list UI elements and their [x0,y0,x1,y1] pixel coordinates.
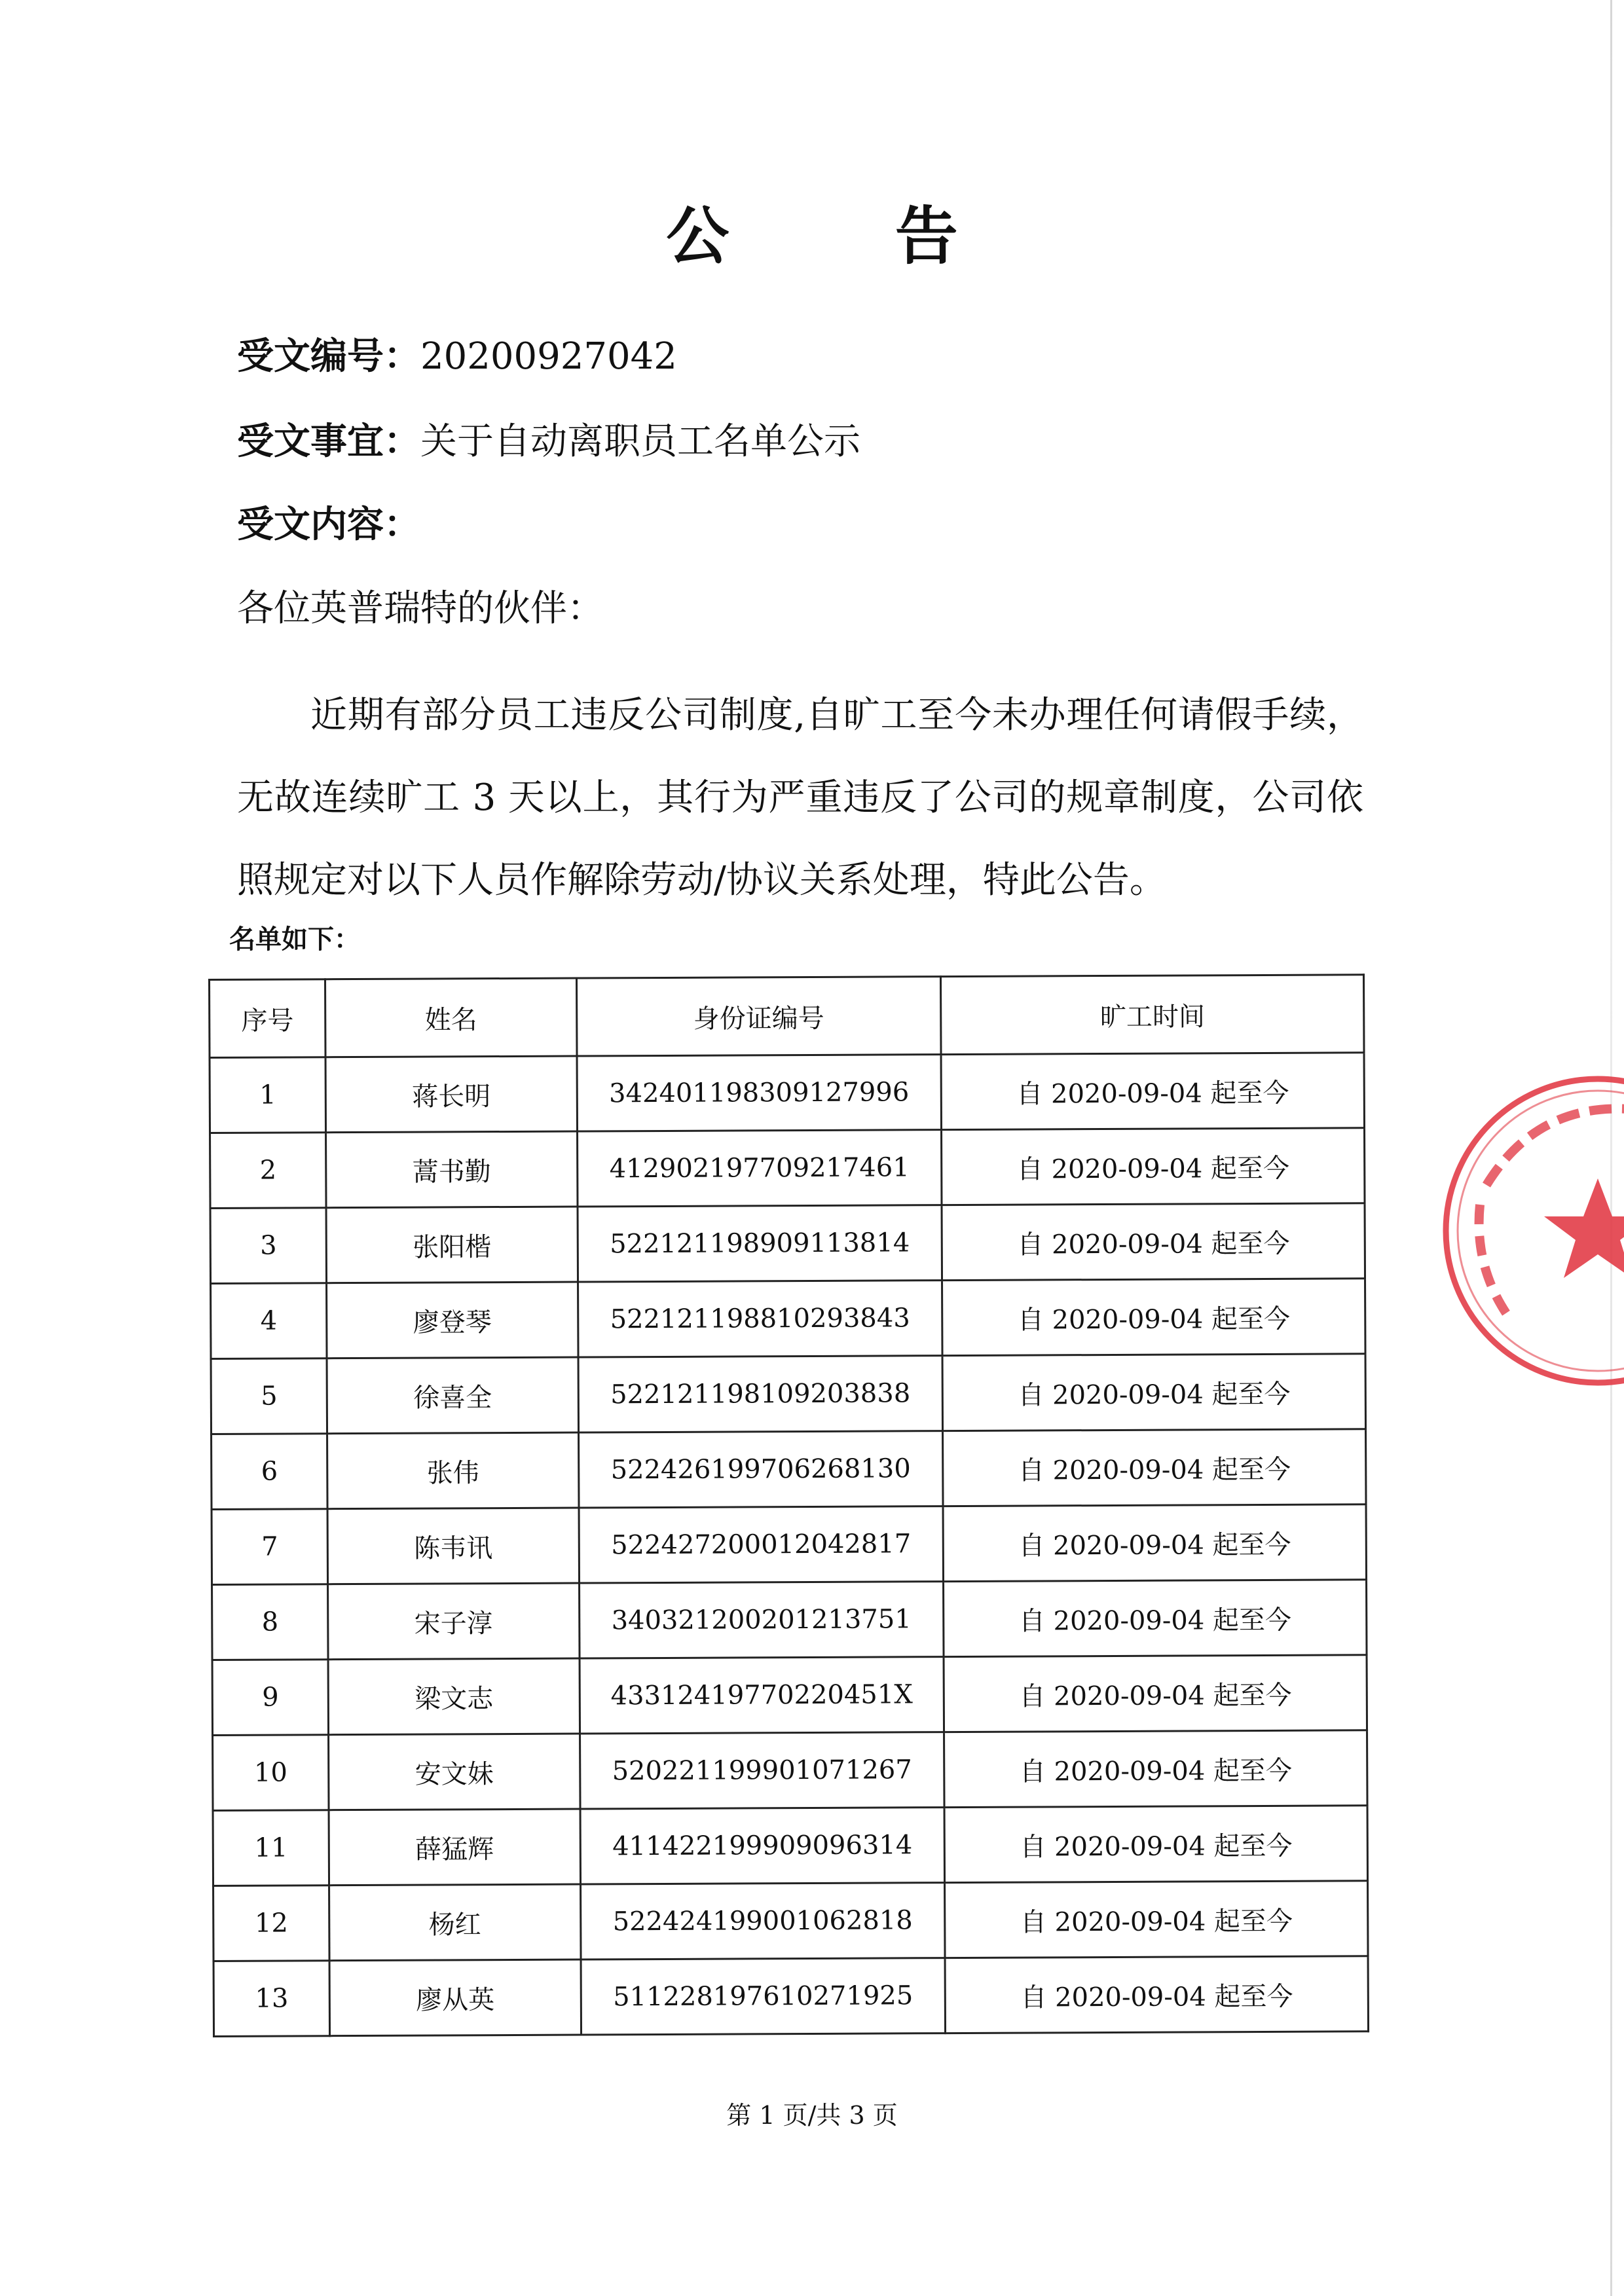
doc-number-label: 受文编号： [237,335,420,378]
row-no: 11 [213,1810,329,1886]
row-time: 自 2020-09-04 起至今 [942,1354,1365,1431]
row-name: 安文妹 [329,1734,580,1810]
row-no: 3 [210,1208,327,1284]
row-name: 梁文志 [328,1658,580,1735]
page-footer: 第 1 页/共 3 页 [726,2101,898,2130]
row-time: 自 2020-09-04 起至今 [942,1203,1365,1281]
doc-number-value: 20200927042 [420,335,677,378]
row-time: 自 2020-09-04 起至今 [942,1279,1365,1356]
page-title: 公 告 [666,200,1030,273]
row-no: 9 [212,1660,329,1736]
row-id: 412902197709217461 [577,1130,942,1207]
row-id: 522121198810293843 [578,1281,942,1357]
table-row [213,1730,1367,1811]
company-seal-icon [1441,1074,1624,1388]
header-time: 旷工时间 [941,975,1364,1055]
header-name: 姓名 [325,978,577,1057]
subject-field [237,416,860,468]
row-no: 12 [213,1886,330,1961]
row-no: 7 [212,1509,328,1585]
table-row [210,1128,1365,1209]
row-time: 自 2020-09-04 起至今 [944,1730,1367,1808]
table-row [213,1881,1368,1961]
row-id: 522426199706268130 [578,1431,943,1508]
row-time: 自 2020-09-04 起至今 [944,1655,1367,1732]
row-time: 自 2020-09-04 起至今 [941,1053,1364,1130]
row-name: 张伟 [327,1432,579,1509]
table-row [211,1354,1365,1434]
content-field [237,499,420,551]
row-no: 5 [211,1358,327,1434]
row-no: 4 [211,1283,327,1359]
row-id: 522424199001062818 [580,1883,945,1959]
row-no: 10 [213,1735,329,1811]
row-id: 522427200012042817 [579,1506,944,1583]
table-row [212,1429,1366,1510]
row-no: 6 [212,1434,328,1510]
row-id: 340321200201213751 [579,1582,944,1658]
roster-table [208,974,1369,2037]
row-time: 自 2020-09-04 起至今 [945,1881,1368,1958]
table-row [212,1580,1367,1660]
roster-body [210,1053,1369,2037]
row-name: 陈韦讯 [327,1508,579,1584]
row-name: 徐喜全 [327,1357,578,1434]
row-id: 342401198309127996 [577,1055,942,1131]
row-time: 自 2020-09-04 起至今 [943,1429,1366,1506]
row-time: 自 2020-09-04 起至今 [944,1806,1367,1883]
table-row [213,1806,1367,1886]
row-id: 520221199901071267 [580,1732,944,1809]
header-id: 身份证编号 [576,977,941,1056]
subject-label: 受文事宜： [237,420,420,463]
table-row [212,1504,1366,1585]
subject-value: 关于自动离职员工名单公示 [420,420,860,463]
row-name: 张阳楷 [326,1207,578,1283]
row-time: 自 2020-09-04 起至今 [944,1580,1367,1657]
row-id: 43312419770220451X [580,1657,944,1734]
row-name: 宋子淳 [328,1583,580,1660]
row-no: 13 [213,1961,330,2037]
row-name: 廖从英 [329,1959,581,2036]
row-no: 2 [210,1133,327,1209]
row-no: 1 [210,1057,326,1133]
table-row [210,1203,1365,1284]
row-id: 411422199909096314 [580,1808,945,1884]
row-id: 522121198109203838 [578,1356,943,1432]
table-header-row [210,975,1365,1058]
notice-body: 近期有部分员工违反公司制度,自旷工至今未办理任何请假手续，无故连续旷工 3 天以上，其行为严重违反了公司的规章制度，公司依照规定对以下人员作解除劳动/协议关系处理，特此公告。 [237,694,1363,902]
row-time: 自 2020-09-04 起至今 [943,1504,1366,1582]
row-name: 杨红 [329,1884,581,1961]
doc-number-field [237,331,677,383]
row-name: 薛猛辉 [329,1809,580,1886]
table-row [213,1956,1368,2037]
header-no: 序号 [210,979,326,1058]
row-time: 自 2020-09-04 起至今 [942,1128,1365,1205]
content-label: 受文内容： [237,503,420,546]
row-time: 自 2020-09-04 起至今 [945,1956,1368,2033]
row-name: 廖登琴 [327,1282,578,1358]
row-name: 蒿书勤 [326,1131,578,1208]
list-label: 名单如下： [229,924,360,955]
table-row [212,1655,1367,1736]
greeting: 各位英普瑞特的伙伴： [237,587,604,630]
table-row [211,1279,1365,1359]
row-id: 522121198909113814 [578,1205,942,1282]
row-id: 511228197610271925 [581,1958,946,2035]
row-name: 蒋长明 [325,1056,577,1133]
row-no: 8 [212,1584,329,1660]
table-row [210,1053,1364,1133]
